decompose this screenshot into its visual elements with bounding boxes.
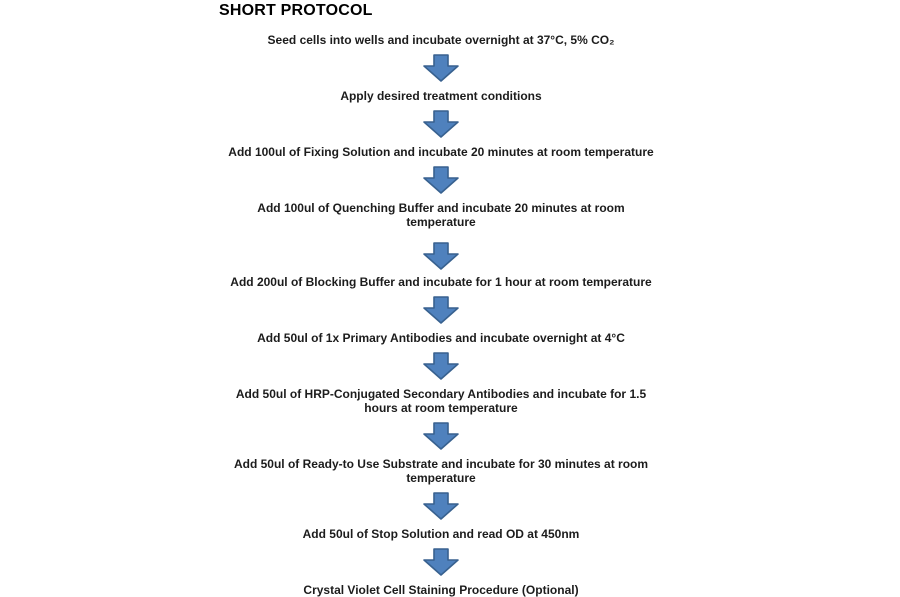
down-arrow-icon	[423, 422, 459, 450]
down-arrow-icon	[423, 166, 459, 194]
step-line: Add 50ul of Stop Solution and read OD at 450nm	[302, 527, 580, 541]
protocol-step	[228, 145, 653, 159]
step-line: Add 100ul of Fixing Solution and incubate 20 minutes at room temperature	[228, 145, 654, 159]
step-line: Add 50ul of 1x Primary Antibodies and incubate overnight at 4°C	[257, 331, 625, 345]
protocol-step	[230, 275, 651, 289]
protocol-step	[268, 33, 615, 47]
step-line: Add 200ul of Blocking Buffer and incubate for 1 hour at room temperature	[230, 275, 652, 289]
step-line: Seed cells into wells and incubate overnight at 37°C, 5% CO₂	[267, 33, 615, 47]
step-line: Apply desired treatment conditions	[340, 89, 542, 103]
step-line: Add 50ul of HRP-Conjugated Secondary Antibodies and incubate for 1.5	[235, 387, 647, 401]
down-arrow-icon	[423, 296, 459, 324]
protocol-flowchart	[0, 33, 882, 597]
step-line: Add 50ul of Ready-to Use Substrate and incubate for 30 minutes at room	[233, 457, 649, 471]
step-line: temperature	[406, 215, 476, 229]
down-arrow-icon	[423, 242, 459, 270]
down-arrow-icon	[423, 352, 459, 380]
step-line: Add 100ul of Quenching Buffer and incubate 20 minutes at room	[257, 201, 625, 215]
down-arrow-icon	[423, 54, 459, 82]
down-arrow-icon	[423, 110, 459, 138]
page-title: SHORT PROTOCOL	[219, 2, 373, 19]
protocol-step	[257, 201, 624, 229]
step-line: temperature	[406, 471, 476, 485]
down-arrow-icon	[423, 548, 459, 576]
protocol-step	[234, 457, 648, 485]
protocol-step	[303, 527, 580, 541]
protocol-step	[340, 89, 541, 103]
protocol-step	[303, 583, 578, 597]
step-line: hours at room temperature	[364, 401, 518, 415]
protocol-step	[257, 331, 625, 345]
down-arrow-icon	[423, 492, 459, 520]
protocol-step	[236, 387, 646, 415]
step-line: Crystal Violet Cell Staining Procedure (Optional)	[303, 583, 579, 597]
